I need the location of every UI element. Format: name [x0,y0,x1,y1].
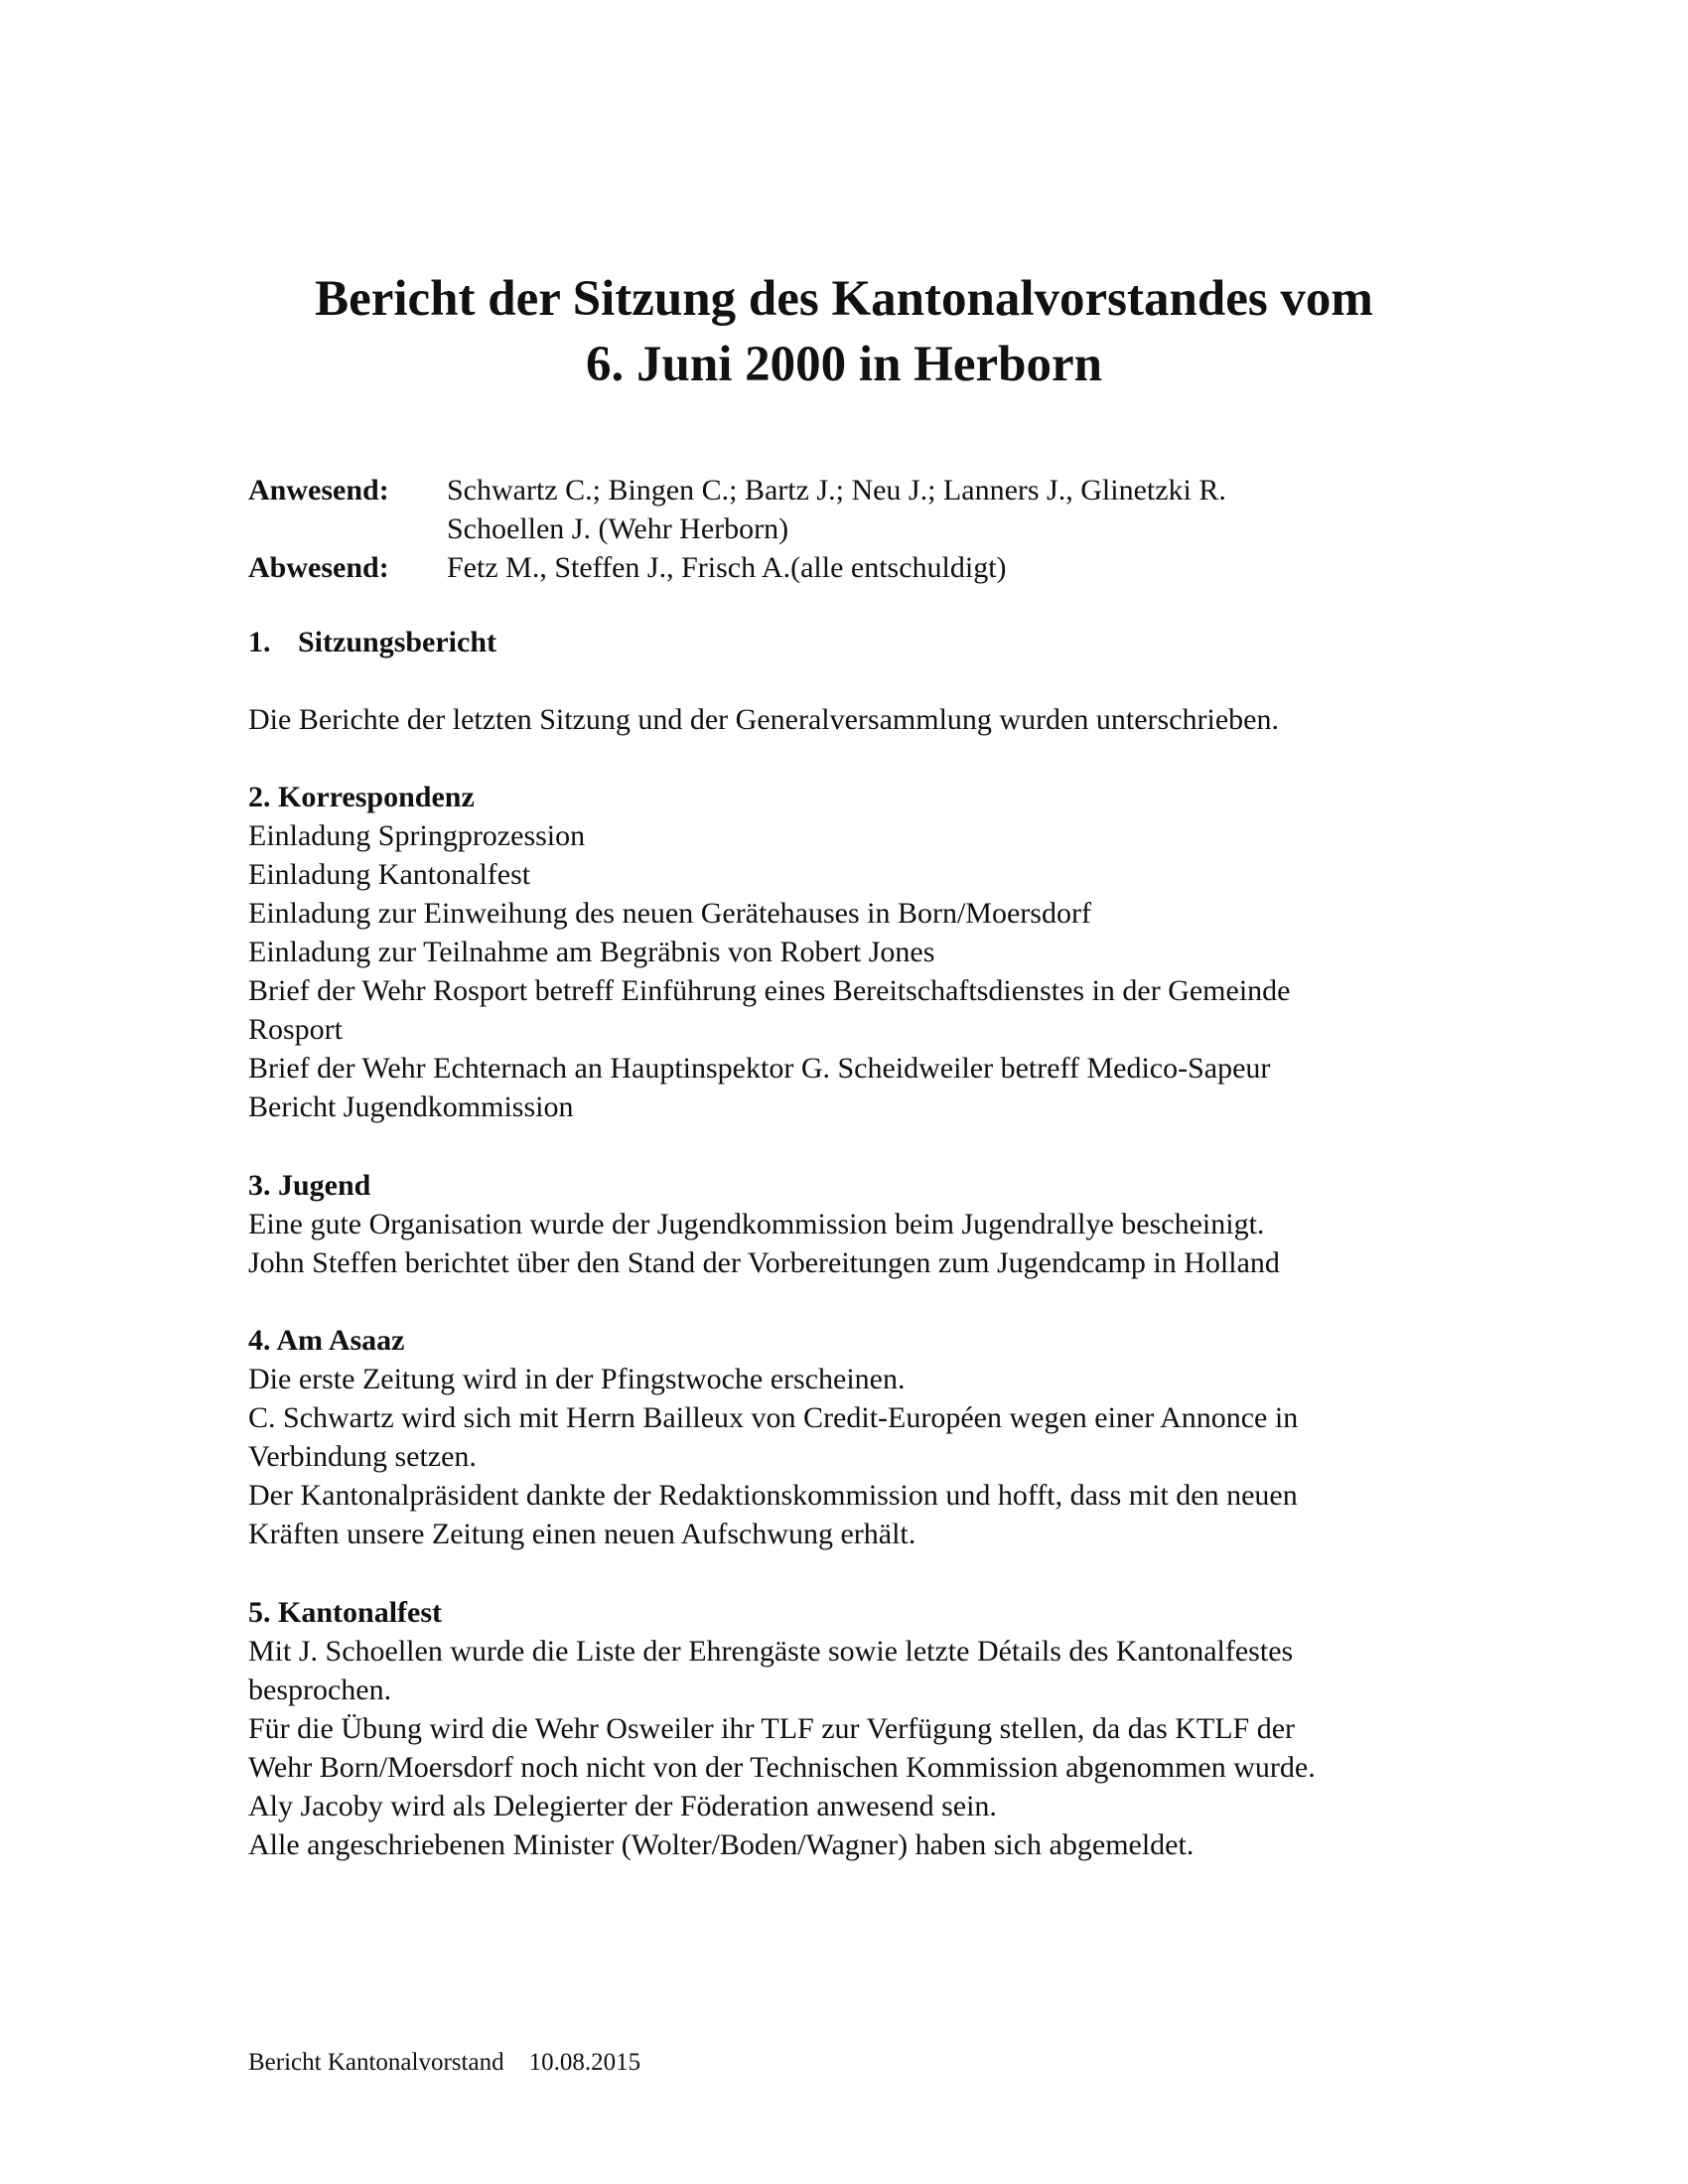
section-2-line: Einladung zur Einweihung des neuen Gerätehauses in Born/Moersdorf [248,897,1091,930]
section-5-heading: 5. Kantonalfest [248,1596,442,1629]
present-names-line-1: Schwartz C.; Bingen C.; Bartz J.; Neu J.; Lanners J., Glinetzki R. [447,474,1226,507]
present-names-line-2: Schoellen J. (Wehr Herborn) [447,512,789,545]
section-2-line: Bericht Jugendkommission [248,1091,574,1123]
section-2-line: Einladung Springprozession [248,819,586,852]
absent-row [248,548,1489,587]
section-3-line: John Steffen berichtet über den Stand der Vorbereitungen zum Jugendcamp in Holland [248,1246,1280,1279]
section-4-line: C. Schwartz wird sich mit Herrn Bailleux von Credit-Européen wegen einer Annonce in [248,1401,1299,1434]
section-2-line: Einladung Kantonalfest [248,858,531,891]
section-3-line: Eine gute Organisation wurde der Jugendkommission beim Jugendrallye bescheinigt. [248,1208,1265,1240]
section-5-line: Alle angeschriebenen Minister (Wolter/Boden/Wagner) haben sich abgemeldet. [248,1828,1195,1861]
section-2-heading: 2. Korrespondenz [248,781,475,813]
section-2-line: Brief der Wehr Rosport betreff Einführung eines Bereitschaftsdienstes in der Gemeinde [248,974,1291,1007]
section-1-line: Die Berichte der letzten Sitzung und der Generalversammlung wurden unterschrieben. [248,703,1279,736]
absent-label: Abwesend: [248,551,389,584]
section-5-line: Wehr Born/Moersdorf noch nicht von der Technischen Kommission abgenommen wurde. [248,1751,1316,1784]
absent-names-line-1: Fetz M., Steffen J., Frisch A.(alle entschuldigt) [447,551,1007,584]
present-label: Anwesend: [248,474,389,507]
section-4-line: Verbindung setzen. [248,1440,477,1473]
section-5-line: Aly Jacoby wird als Delegierter der Föderation anwesend sein. [248,1790,997,1822]
section-5-line: besprochen. [248,1674,392,1706]
attendance-block [248,471,1489,587]
present-names [447,471,1489,548]
page-footer: Bericht Kantonalvorstand 10.08.2015 [248,2049,641,2076]
section-2-line: Einladung zur Teilnahme am Begräbnis von Robert Jones [248,936,935,968]
section-1-number: 1. [248,626,271,658]
section-3-body [248,1205,1470,1282]
section-4-heading: 4. Am Asaaz [248,1324,405,1357]
section-1-heading [248,623,496,661]
section-2-line: Brief der Wehr Echternach an Hauptinspektor G. Scheidweiler betreff Medico-Sapeur [248,1052,1271,1085]
title-line-1: Bericht der Sitzung des Kantonalvorstandes vom [315,271,1373,327]
section-4-line: Kräften unsere Zeitung einen neuen Aufschwung erhält. [248,1518,916,1550]
section-1-title: Sitzungsbericht [298,626,497,658]
section-5-line: Für die Übung wird die Wehr Osweiler ihr TLF zur Verfügung stellen, da das KTLF der [248,1712,1296,1745]
section-4-line: Die erste Zeitung wird in der Pfingstwoche erscheinen. [248,1363,906,1395]
present-row [248,471,1489,548]
section-5-body [248,1632,1470,1864]
section-3-heading: 3. Jugend [248,1169,371,1202]
absent-names [447,548,1489,587]
section-5-line: Mit J. Schoellen wurde die Liste der Ehrengäste sowie letzte Détails des Kantonalfestes [248,1635,1294,1668]
title-line-2: 6. Juni 2000 in Herborn [586,337,1102,392]
section-4-body [248,1360,1470,1553]
section-2-line: Rosport [248,1013,344,1046]
section-2-body [248,816,1470,1126]
section-4-line: Der Kantonalpräsident dankte der Redaktionskommission und hofft, dass mit den neuen [248,1479,1298,1512]
page-title [199,266,1489,397]
section-1-body [248,700,1470,739]
